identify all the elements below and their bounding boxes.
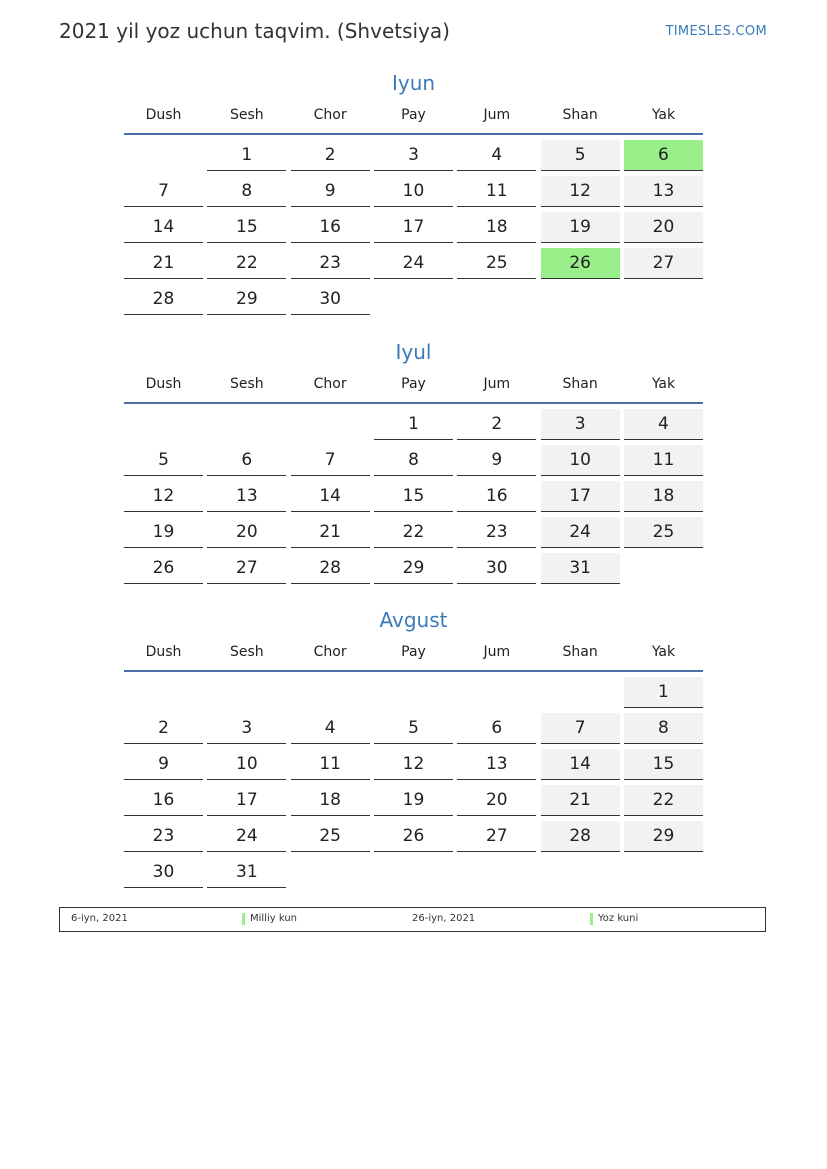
day-cell: 8 [207,176,286,207]
month-title: Iyul [395,340,432,364]
day-cell: 13 [457,749,536,780]
day-cell: 12 [124,481,203,512]
page-title: 2021 yil yoz uchun taqvim. (Shvetsiya) [59,19,450,43]
day-cell: 16 [457,481,536,512]
day-cell: 8 [374,445,453,476]
month-june [124,69,703,320]
day-cell: 11 [624,445,703,476]
site-link[interactable]: TIMESLES.COM [665,24,767,39]
day-cell: 20 [207,517,286,548]
weekday-label: Sesh [229,644,264,660]
weeks [124,140,703,316]
legend-label-1: Milliy kun [250,913,297,924]
day-cell: 28 [124,284,203,315]
day-cell: 29 [207,284,286,315]
day-cell: 9 [457,445,536,476]
day-cell: 7 [291,445,370,476]
week-row [124,284,703,316]
day-cell: 6 [624,140,703,171]
weekday-label: Chor [313,107,347,123]
month-title: Avgust [379,608,448,632]
legend [59,907,766,932]
weekday-label: Yak [651,107,676,123]
day-cell [207,409,286,440]
day-cell: 5 [374,713,453,744]
weekday-label: Sesh [229,107,264,123]
day-cell: 24 [541,517,620,548]
day-cell: 6 [207,445,286,476]
legend-date-2: 26-iyn, 2021 [412,913,476,924]
week-row [124,857,703,889]
day-cell: 11 [457,176,536,207]
day-cell: 14 [541,749,620,780]
day-cell: 16 [124,785,203,816]
day-cell: 26 [124,553,203,584]
weekday-label: Dush [145,376,182,392]
day-cell: 3 [541,409,620,440]
day-cell: 18 [291,785,370,816]
day-cell: 23 [291,248,370,279]
day-cell: 15 [374,481,453,512]
day-cell: 18 [624,481,703,512]
day-cell: 30 [291,284,370,315]
day-cell: 17 [207,785,286,816]
day-cell: 7 [541,713,620,744]
day-cell: 2 [457,409,536,440]
week-row [124,713,703,745]
day-cell: 22 [624,785,703,816]
day-cell: 14 [291,481,370,512]
weekday-header-row [124,634,703,672]
week-row [124,176,703,208]
week-row [124,409,703,441]
day-cell: 29 [624,821,703,852]
weekday-label: Pay [401,644,426,660]
day-cell: 26 [541,248,620,279]
weekday-header-row [124,366,703,404]
weekday-label: Jum [483,376,511,392]
weeks [124,677,703,889]
day-cell: 10 [207,749,286,780]
day-cell: 5 [124,445,203,476]
day-cell: 26 [374,821,453,852]
weekday-label: Dush [145,644,182,660]
weekday-label: Pay [401,376,426,392]
day-cell: 13 [624,176,703,207]
day-cell: 24 [207,821,286,852]
weekday-label: Jum [483,107,511,123]
weeks [124,409,703,585]
day-cell [624,553,703,584]
day-cell: 23 [124,821,203,852]
day-cell: 19 [374,785,453,816]
day-cell [207,677,286,708]
day-cell: 13 [207,481,286,512]
month-title: Iyun [391,71,436,95]
day-cell: 29 [374,553,453,584]
weekday-label: Shan [562,644,598,660]
day-cell: 16 [291,212,370,243]
day-cell [291,677,370,708]
day-cell: 1 [374,409,453,440]
day-cell: 3 [374,140,453,171]
day-cell: 21 [291,517,370,548]
week-row [124,785,703,817]
day-cell: 5 [541,140,620,171]
day-cell: 2 [291,140,370,171]
day-cell: 19 [124,517,203,548]
week-row [124,481,703,513]
day-cell: 18 [457,212,536,243]
day-cell: 12 [541,176,620,207]
day-cell: 4 [457,140,536,171]
day-cell [541,857,620,888]
day-cell [624,857,703,888]
day-cell: 10 [541,445,620,476]
day-cell [291,857,370,888]
day-cell: 19 [541,212,620,243]
week-row [124,553,703,585]
day-cell: 2 [124,713,203,744]
day-cell: 15 [624,749,703,780]
legend-label-2: Yoz kuni [598,913,639,924]
day-cell [624,284,703,315]
day-cell: 6 [457,713,536,744]
day-cell [457,857,536,888]
day-cell: 21 [124,248,203,279]
day-cell: 15 [207,212,286,243]
day-cell: 30 [457,553,536,584]
day-cell [541,677,620,708]
day-cell: 21 [541,785,620,816]
month-august [124,606,703,893]
week-row [124,212,703,244]
day-cell [124,409,203,440]
day-cell: 9 [291,176,370,207]
day-cell [541,284,620,315]
day-cell: 27 [207,553,286,584]
day-cell: 1 [207,140,286,171]
day-cell: 30 [124,857,203,888]
week-row [124,677,703,709]
legend-marker-1 [242,913,245,925]
weekday-label: Yak [651,376,676,392]
day-cell: 4 [291,713,370,744]
weekday-header-row [124,97,703,135]
day-cell: 31 [541,553,620,584]
day-cell [291,409,370,440]
day-cell: 10 [374,176,453,207]
day-cell: 20 [457,785,536,816]
day-cell: 31 [207,857,286,888]
day-cell: 1 [624,677,703,708]
day-cell: 17 [541,481,620,512]
day-cell: 22 [207,248,286,279]
day-cell: 25 [457,248,536,279]
day-cell [374,677,453,708]
week-row [124,445,703,477]
day-cell: 7 [124,176,203,207]
day-cell [457,284,536,315]
day-cell [457,677,536,708]
week-row [124,248,703,280]
day-cell: 28 [291,553,370,584]
day-cell: 11 [291,749,370,780]
day-cell: 12 [374,749,453,780]
day-cell [124,140,203,171]
weekday-label: Chor [313,644,347,660]
day-cell: 9 [124,749,203,780]
weekday-label: Shan [562,107,598,123]
weekday-label: Pay [401,107,426,123]
week-row [124,517,703,549]
day-cell: 4 [624,409,703,440]
day-cell: 28 [541,821,620,852]
weekday-label: Yak [651,644,676,660]
day-cell: 22 [374,517,453,548]
day-cell [124,677,203,708]
weekday-label: Sesh [229,376,264,392]
day-cell: 24 [374,248,453,279]
day-cell [374,284,453,315]
day-cell: 25 [624,517,703,548]
legend-date-1: 6-iyn, 2021 [71,913,128,924]
week-row [124,140,703,172]
day-cell [374,857,453,888]
day-cell: 20 [624,212,703,243]
day-cell: 3 [207,713,286,744]
weekday-label: Dush [145,107,182,123]
weekday-label: Jum [483,644,511,660]
weekday-label: Shan [562,376,598,392]
week-row [124,821,703,853]
week-row [124,749,703,781]
weekday-label: Chor [313,376,347,392]
day-cell: 14 [124,212,203,243]
legend-marker-2 [590,913,593,925]
day-cell: 25 [291,821,370,852]
day-cell: 27 [457,821,536,852]
day-cell: 17 [374,212,453,243]
day-cell: 23 [457,517,536,548]
month-july [124,338,703,589]
day-cell: 27 [624,248,703,279]
day-cell: 8 [624,713,703,744]
